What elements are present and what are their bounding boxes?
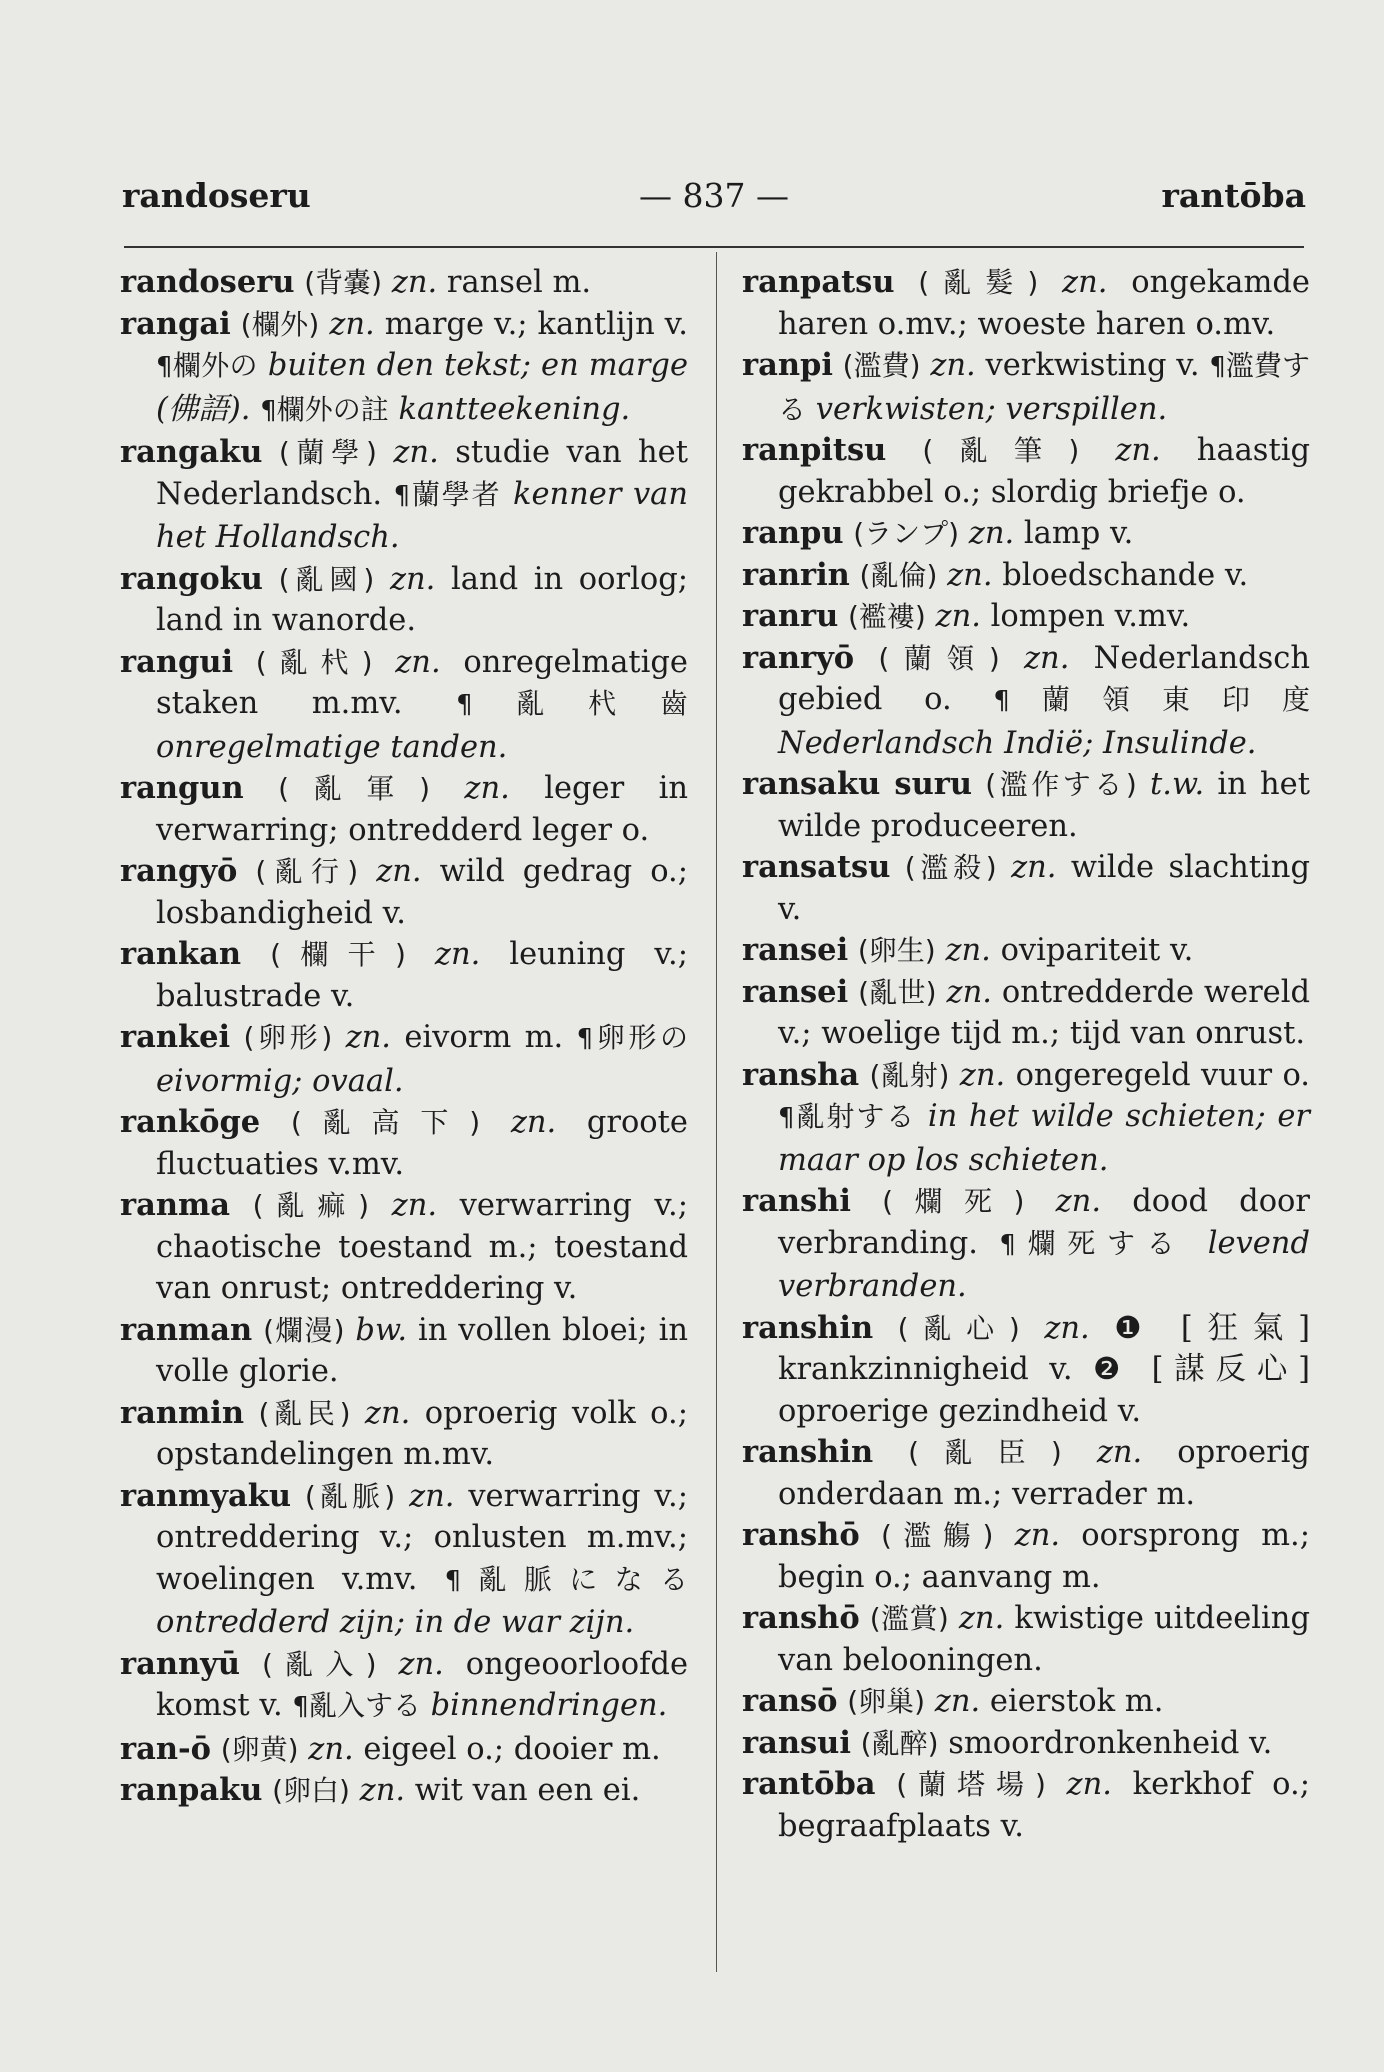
headword: ransatsu [742,849,891,885]
kanji: (亂高下) [290,1106,481,1139]
definition: eierstok m. [989,1684,1164,1719]
grammar-label: zn. [947,557,993,593]
headword: rantōba [742,1766,876,1802]
grammar-label: zn. [510,1105,557,1140]
header-first-word: randoseru [122,176,311,215]
subentry-kanji: 亂脈になる [461,1562,688,1596]
grammar-label: zn. [389,561,436,597]
kanji: (蘭學) [278,436,377,469]
subentry-definition: buiten den tekst; en marge (佛語). [156,348,688,427]
dictionary-entry [742,930,1310,972]
headword: randoseru [120,264,295,300]
pilcrow-marker: ¶ [393,480,411,511]
headword: ransei [742,973,849,1010]
dictionary-entry [120,851,688,934]
dictionary-entry [742,1598,1310,1681]
grammar-label: zn. [393,435,439,470]
column-divider [716,252,717,1972]
grammar-label: zn. [959,1057,1006,1093]
definition: lamp v. [1023,516,1134,551]
dictionary-entry [120,642,688,769]
headword: ranpi [742,347,833,383]
kanji: (卵形) [243,1021,333,1054]
grammar-label: zn. [934,1684,981,1719]
subentry-definition: verkwisten; verspillen. [815,391,1168,427]
definition: land in oorlog; land in wanorde. [156,561,688,638]
headword: ransui [742,1724,851,1761]
definition: oproerig onderdaan m.; verrader m. [778,1435,1310,1512]
grammar-label: zn. [345,1020,392,1055]
left-column [120,262,688,1812]
definition: ❶ [狂氣] krankzinnigheid v. ❷ [謀反心] oproerige gezindheid v. [778,1310,1310,1429]
definition: Nederlandsch gebied o. [778,640,1310,717]
headword: ranshō [742,1517,860,1553]
headword: ranshi [742,1183,851,1219]
definition: smoordronkenheid v. [948,1725,1273,1761]
subentry-kanji: 亂入する [308,1689,421,1722]
subentry-kanji: 欄外の [172,349,258,382]
headword: ranshin [742,1309,874,1346]
dictionary-entry [742,638,1310,765]
headword: rankan [120,936,242,972]
page-header [122,176,1306,226]
pilcrow-marker: ¶ [1209,352,1226,382]
headword: ran-ō [120,1730,212,1767]
kanji: (亂行) [255,855,359,888]
kanji: (亂心) [897,1311,1020,1345]
definition: oproerig volk o.; opstandelingen m.mv. [156,1395,688,1472]
dictionary-entry [742,345,1310,430]
dictionary-entry [742,1432,1310,1515]
headword: ranmyaku [120,1477,292,1514]
grammar-label: zn. [329,306,375,342]
pilcrow-marker: ¶ [292,1692,309,1722]
page-number: — 837 — [639,176,789,215]
dictionary-entry [742,1055,1310,1182]
grammar-label: zn. [1014,1518,1061,1553]
kanji: (濫殺) [904,851,997,884]
definition: kerkhof o.; begraafplaats v. [778,1767,1310,1844]
kanji: (爛死) [882,1185,1025,1218]
kanji: (卵黄) [220,1732,299,1766]
dictionary-entry [120,432,688,559]
definition: haastig gekrabbel o.; slordig briefje o. [778,433,1310,510]
header-rule [124,246,1304,248]
dictionary-entry [120,1393,688,1476]
kanji: (濫作する) [985,768,1137,801]
kanji: (亂髮) [918,266,1039,299]
pilcrow-marker: ¶ [260,395,277,426]
pilcrow-marker: ¶ [993,686,1010,716]
dictionary-entry [120,1310,688,1393]
dictionary-entry [742,430,1310,513]
definition: ovipariteit v. [1000,933,1194,968]
grammar-label: zn. [1023,640,1070,676]
grammar-label: zn. [434,937,481,972]
dictionary-entry [120,262,688,304]
definition: verwarring v.; chaotische toestand m.; toestand van onrust; ontreddering v. [156,1188,688,1306]
definition: lompen v.mv. [990,599,1191,634]
headword: rangai [120,305,231,342]
kanji: (卵巢) [847,1685,926,1718]
grammar-label: zn. [464,771,510,806]
grammar-label: zn. [308,1731,354,1767]
dictionary-entry [742,1723,1310,1765]
definition: ransel m. [446,265,592,300]
grammar-label: zn. [935,599,981,634]
pilcrow-marker: ¶ [576,1024,594,1054]
dictionary-entry [120,1770,688,1812]
dictionary-entry [742,596,1310,638]
kanji: (亂民) [258,1396,351,1430]
definition: bloedschande v. [1002,557,1249,593]
grammar-label: zn. [930,348,976,383]
pilcrow-marker: ¶ [456,690,473,720]
kanji: (蘭領) [878,641,1000,675]
subentry-definition: eivormig; ovaal. [156,1063,404,1099]
dictionary-entry [120,304,688,433]
definition: kwistige uitdeeling van belooningen. [778,1601,1310,1678]
kanji: (卵白) [272,1774,350,1807]
dictionary-entry [120,559,688,642]
headword: ranryō [742,639,855,676]
kanji: (濫觴) [880,1519,994,1552]
headword: ransō [742,1683,838,1719]
subentry-kanji: 亂射する [794,1100,917,1133]
kanji: (背嚢) [304,266,383,299]
headword: rangun [120,770,244,806]
kanji: (亂脈) [304,1479,396,1513]
kanji: (亂杙) [255,645,373,679]
kanji: (亂臣) [908,1436,1062,1469]
definition: oorsprong m.; begin o.; aanvang m. [778,1518,1310,1595]
headword: ransei [742,932,849,968]
subentry-definition: Nederlandsch Indië; Insulinde. [778,725,1257,761]
grammar-label: zn. [359,1773,406,1808]
dictionary-entry [742,972,1310,1055]
definition: in vollen bloei; in volle glorie. [156,1312,688,1389]
dictionary-entry [120,1644,688,1729]
grammar-label: zn. [958,1601,1005,1636]
dictionary-entry [742,1764,1310,1847]
definition: leuning v.; balustrade v. [156,937,688,1014]
dictionary-entry [120,1102,688,1185]
grammar-label: zn. [376,854,422,889]
dictionary-entry [742,764,1310,847]
headword: rankōge [120,1104,261,1140]
grammar-label: zn. [1044,1310,1090,1346]
headword: ransaku suru [742,766,972,802]
grammar-label: zn. [1062,265,1108,300]
dictionary-entry [742,513,1310,555]
right-column [742,262,1310,1847]
definition: ongekamde haren o.mv.; woeste haren o.mv. [778,265,1310,342]
headword: rangyō [120,853,238,889]
grammar-label: zn. [391,1188,438,1223]
grammar-label: zn. [1115,433,1161,468]
kanji: (濫費) [842,349,921,382]
headword: ranpaku [120,1772,263,1808]
definition: verwarring v.; ontreddering v.; onlusten m.mv.; woelingen v.mv. [156,1478,688,1597]
kanji: (亂醉) [860,1726,939,1760]
dictionary-entry [742,1681,1310,1723]
headword: ranpatsu [742,264,895,300]
subentry-kanji: 卵形の [593,1021,689,1054]
grammar-label: zn. [1066,1767,1112,1802]
dictionary-entry [742,555,1310,597]
definition: onregelmatige staken m.mv. [156,644,688,721]
subentry-definition: in het wilde schieten; er maar op los schieten. [778,1099,1310,1178]
subentry-definition: binnendringen. [430,1688,668,1723]
grammar-label: zn. [968,516,1015,551]
grammar-label: zn. [395,644,441,680]
headword: ranmin [120,1394,245,1431]
subentry-kanji: 欄外の註 [276,392,389,426]
dictionary-entry [120,934,688,1017]
definition: ongeregeld vuur o. [1015,1057,1310,1093]
pilcrow-marker: ¶ [778,1103,795,1133]
definition: marge v.; kantlijn v. [384,306,688,342]
headword: ransha [742,1056,860,1093]
subentry-kanji: 蘭領東印度 [1009,683,1310,716]
kanji: (亂倫) [859,558,938,592]
grammar-label: zn. [398,1646,444,1682]
grammar-label: zn. [364,1395,411,1431]
header-last-word: rantōba [1161,176,1306,215]
dictionary-entry [742,847,1310,930]
dictionary-entry [742,1181,1310,1308]
kanji: (欄外) [240,307,320,341]
subentry-definition: kenner van het Hollandsch. [156,476,689,555]
headword: ranru [742,598,839,634]
subentry-kanji: 濫費する [778,349,1310,426]
subentry-definition: ontredderd zijn; in de war zijn. [156,1605,635,1640]
definition: eigeel o.; dooier m. [363,1731,661,1767]
grammar-label: zn. [946,974,992,1010]
dictionary-entry [120,1476,688,1644]
definition: wilde slachting v. [778,850,1310,927]
headword: ranpitsu [742,432,887,468]
subentry-kanji: 爛死する [1015,1226,1187,1260]
dictionary-entry [120,1017,688,1102]
kanji: (蘭塔場) [896,1768,1046,1801]
definition: eivorm m. [404,1020,564,1055]
headword: rannyū [120,1645,241,1682]
kanji: (亂世) [858,975,937,1009]
pilcrow-marker: ¶ [444,1565,462,1596]
definition: groote fluctuaties v.mv. [156,1105,688,1182]
subentry-definition: kantteekening. [398,391,631,427]
headword: ranshō [742,1600,860,1636]
headword: rangaku [120,434,263,470]
headword: ranpu [742,515,844,551]
dictionary-entry [742,1308,1310,1433]
kanji: (爛漫) [263,1313,345,1347]
headword: ranman [120,1311,253,1348]
dictionary-entry [120,768,688,851]
kanji: (亂痲) [252,1189,370,1222]
subentry-definition: levend verbranden. [778,1225,1310,1304]
definition: wild gedrag o.; losbandigheid v. [156,854,688,931]
dictionary-entry [120,1729,688,1771]
definition: studie van het Nederlandsch. [156,435,688,512]
dictionary-entry [742,262,1310,345]
headword: rangui [120,643,234,680]
headword: ranshin [742,1434,874,1470]
headword: ranrin [742,556,850,593]
kanji: (亂軍) [278,772,431,805]
kanji: (亂筆) [922,434,1080,467]
kanji: (ランプ) [853,517,960,550]
subentry-kanji: 亂杙齒 [472,687,688,720]
dictionary-entry [742,1515,1310,1598]
definition: ontredderde wereld v.; woelige tijd m.; tijd van onrust. [778,974,1310,1051]
grammar-label: bw. [355,1312,408,1348]
kanji: (亂國) [278,562,375,596]
kanji: (襤褸) [847,600,926,633]
headword: rangoku [120,560,263,597]
headword: rankei [120,1019,231,1055]
kanji: (亂射) [869,1058,950,1092]
dictionary-entry [120,1185,688,1310]
grammar-label: zn. [1011,850,1057,885]
subentry-kanji: 蘭學者 [410,477,502,511]
grammar-label: zn. [1055,1184,1102,1219]
pilcrow-marker: ¶ [999,1229,1016,1260]
kanji: (欄干) [270,938,406,971]
pilcrow-marker: ¶ [156,352,173,382]
definition: dood door verbranding. [778,1184,1310,1261]
definition: ongeoorloofde komst v. [156,1646,689,1723]
grammar-label: t.w. [1150,767,1205,802]
grammar-label: zn. [945,933,991,968]
grammar-label: zn. [1096,1435,1143,1470]
kanji: (亂入) [262,1647,377,1681]
definition: wit van een ei. [414,1773,641,1808]
grammar-label: zn. [391,265,438,300]
kanji: (濫賞) [869,1602,949,1635]
kanji: (卵生) [857,934,936,967]
definition: verkwisting v. [985,348,1200,383]
headword: ranma [120,1187,231,1223]
grammar-label: zn. [409,1478,455,1514]
definition: in het wilde produceeren. [778,767,1310,844]
subentry-definition: onregelmatige tanden. [156,729,508,765]
definition: leger in verwarring; ontredderd leger o. [156,771,688,848]
